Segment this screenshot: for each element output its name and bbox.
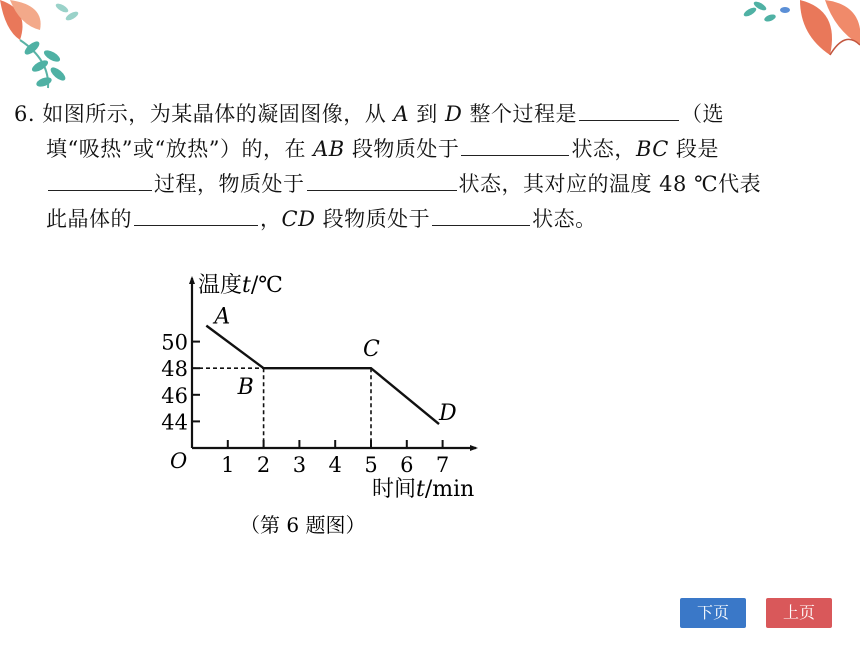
question-line-1 [14,96,844,131]
x-tick-label: 4 [328,453,342,477]
solidification-graph [140,262,560,552]
chart-svg [140,262,560,552]
point-label-a: A [393,102,410,126]
answer-blank-3[interactable] [48,166,152,191]
x-tick-label: 7 [435,453,450,477]
previous-page-button[interactable]: 上页 [766,598,832,628]
x-tick-label: 1 [221,453,235,477]
segment-label-cd: CD [281,207,316,231]
question-text-segment: 整个过程是 [469,102,577,126]
point-label-d: D [439,401,457,427]
answer-blank-1[interactable] [579,96,679,121]
x-tick-label: 3 [292,453,307,477]
question-line-2 [14,131,844,166]
question-text-segment: 状态， [571,137,636,161]
segment-label-ab: AB [313,137,345,161]
answer-blank-4[interactable] [307,166,457,191]
point-label-a: A [214,304,231,330]
leaf-decoration-right-icon [730,0,860,70]
question-text-segment: 此晶体的 [46,207,132,231]
y-tick-label: 46 [161,383,188,408]
y-tick-label: 50 [161,330,188,355]
question-line-4 [14,201,844,236]
question-number: 6. [14,102,36,126]
point-label-c: C [363,337,380,363]
question-text-segment: 段物质处于 [322,207,431,231]
next-page-button[interactable]: 下页 [680,598,746,628]
question-text-segment: 状态。 [532,207,597,231]
point-label-b: B [237,375,254,401]
x-axis-title: 时间t/min [372,477,475,502]
question-text-segment: 填“吸热”或“放热”）的，在 [46,137,306,161]
question-text-segment: 状态，其对应的温度 48 ℃代表 [458,172,762,196]
answer-blank-5[interactable] [134,201,258,226]
origin-label: O [170,449,188,473]
segment-label-bc: BC [635,137,669,161]
answer-blank-6[interactable] [432,201,530,226]
question-text [14,96,844,236]
y-tick-label: 44 [161,410,188,435]
question-line-3 [14,166,844,201]
question-text-segment: 段物质处于 [351,137,460,161]
point-label-d: D [444,102,463,126]
question-text-segment: 过程，物质处于 [154,172,305,196]
question-text-segment: 如图所示，为某晶体的凝固图像，从 [42,102,387,126]
question-text-segment: （选 [681,102,724,126]
answer-blank-2[interactable] [461,131,569,156]
question-text-segment: 段是 [676,137,720,161]
x-tick-label: 5 [364,453,378,477]
question-text-segment: 到 [416,102,438,126]
x-tick-label: 6 [400,453,414,477]
y-axis-title: 温度t/℃ [198,273,283,298]
figure-caption: （第 6 题图） [240,513,366,537]
x-tick-label: 2 [256,453,271,477]
question-text-segment: ， [260,207,282,231]
y-tick-label: 48 [161,357,188,382]
leaf-decoration-left-icon [0,0,110,95]
